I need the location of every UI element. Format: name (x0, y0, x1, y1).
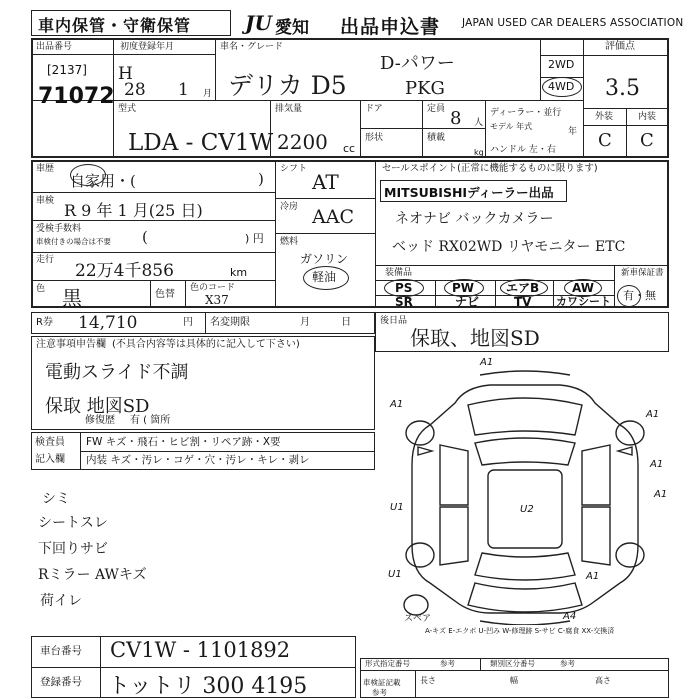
receipt-sub: 車検付きの場合は不要 (36, 237, 111, 246)
history-label: 車歴 (36, 164, 55, 174)
dimension-height: 高さ (595, 676, 611, 685)
rating-value: 3.5 (605, 76, 640, 101)
sales-points-line-1: ネオナビ バックカメラー (395, 211, 554, 227)
model-name: デリカ D5 (228, 71, 347, 100)
model-year-label: モデル 年式 (490, 122, 533, 131)
repair-unit: 有 ( 箇所 (130, 415, 171, 426)
displacement-unit: cc (343, 142, 356, 155)
equip-pw-circle (444, 279, 484, 297)
sales-points-line-2: ベッド RX02WD リヤモニター ETC (392, 239, 626, 255)
fuel-diesel: 軽油 (312, 270, 337, 284)
receipt-unit: ) 円 (245, 232, 264, 245)
logo-name: 愛知 (275, 18, 309, 38)
equipment-label: 装備品 (385, 268, 413, 278)
dimension-length: 長さ (420, 676, 436, 685)
capacity-unit: 人 (474, 118, 484, 128)
equip-navi: ナビ (455, 295, 480, 309)
recycle-unit: 円 (183, 317, 193, 328)
capacity-label: 定員 (427, 104, 446, 114)
dealer-parallel: ディーラー・並行 (490, 108, 562, 118)
mileage-value: 22万4千856 (75, 261, 174, 281)
drive-4wd-circle (542, 77, 582, 97)
receipt-open: ( (142, 228, 148, 246)
fuel-gasoline: ガソリン (300, 252, 349, 266)
rating-label: 評価点 (605, 41, 635, 52)
receipt-label: 受検手数料 (36, 224, 82, 234)
mileage-label: 走行 (36, 255, 55, 265)
storage-label: 車内保管・守衛保管 (38, 16, 192, 35)
handle-label: ハンドル 左・右 (490, 145, 556, 155)
cert-label: 形式指定番号 (365, 659, 410, 668)
ju-logo: JU (245, 11, 272, 35)
plate-value: トットリ 300 4195 (108, 674, 308, 699)
damage-mark-4: U1 (388, 569, 402, 580)
damage-mark-2: A1 (390, 399, 404, 410)
exterior-label: 外装 (595, 112, 614, 122)
inspector-interior-line: 内装 キズ・汚レ・コゲ・穴・汚レ・キレ・剥レ (86, 454, 310, 466)
damage-mark-7: A1 (650, 459, 664, 470)
title-change-unit: 月 日 (300, 317, 352, 328)
damage-mark-1: A1 (480, 357, 494, 368)
car-damage-diagram (380, 355, 670, 625)
type-label: 型式 (118, 104, 137, 114)
grade-line-2: PKG (405, 78, 445, 99)
dimension-width: 幅 (510, 676, 518, 685)
equip-airbag-circle (500, 279, 548, 297)
capacity-value: 8 (450, 108, 462, 129)
chassis-label: 車台番号 (40, 645, 82, 657)
inspection-label: 車検 (36, 196, 55, 206)
notes-label: 注意事項申告欄 (36, 339, 106, 350)
load-label: 積載 (427, 133, 446, 143)
registration-month: 1 (178, 80, 189, 100)
door-label: ドア (365, 104, 383, 114)
sales-points-label: セールスポイント(正常に機能するものに限ります) (382, 163, 598, 174)
lot-number: 71072 (38, 84, 115, 109)
equip-aw-circle (564, 279, 602, 297)
equip-aw: AW (572, 281, 594, 295)
history-close: ) (258, 170, 264, 188)
dealer-badge: MITSUBISHIディーラー出品 (384, 185, 554, 200)
fuel-label: 燃料 (280, 237, 299, 247)
inspector-label-1: 検査員 (35, 437, 65, 448)
aftermarket-label: 後日品 (380, 316, 408, 326)
equip-power-seat: カワシート (556, 295, 611, 308)
lot-number-label: 出品番号 (36, 42, 73, 52)
notes-label-sub: (不具合内容等は具体的に記入して下さい) (112, 339, 300, 350)
registration-label: 初度登録年月 (120, 42, 175, 52)
notes-line-2: 保取 地図SD (45, 396, 150, 417)
exterior-value: C (598, 130, 612, 151)
damage-mark-5: U2 (520, 504, 534, 515)
registration-era: H (118, 64, 133, 84)
inspector-note-3: 下回りサビ (38, 541, 108, 557)
warranty-value: 有・無 (623, 289, 656, 302)
aftermarket-value: 保取、地図SD (410, 326, 540, 350)
dimension-sub: 参考 (372, 688, 387, 697)
spare-label: スペア (404, 614, 432, 624)
mileage-unit: km (230, 266, 248, 279)
recycle-value: 14,710 (78, 313, 138, 333)
inspector-fw-line: FW キズ・飛石・ヒビ割・リペア跡・X要 (86, 436, 281, 448)
shift-value: AT (312, 170, 339, 194)
private-use-circle (70, 164, 106, 186)
damage-mark-3: U1 (390, 502, 404, 513)
history-value: 自家用・( (70, 172, 136, 190)
inspector-note-2: シートスレ (38, 515, 108, 531)
model-grade-label: 車名・グレード (220, 42, 284, 52)
type-value: LDA - CV1W (128, 130, 274, 156)
repair-label: 修復歴 (85, 415, 115, 426)
warranty-yes-circle (617, 285, 641, 307)
color-label: 色 (36, 284, 46, 294)
lot-small-number: [2137] (47, 63, 87, 77)
inspector-label-2: 記入欄 (35, 454, 65, 465)
registration-year: 28 (124, 80, 146, 100)
equip-airbag: エアB (506, 281, 540, 295)
inspector-note-4: Rミラー AWキズ (38, 567, 147, 583)
class-label: 類別区分番号 (490, 659, 535, 668)
form-title: 出品申込書 (340, 16, 441, 38)
chassis-value: CV1W - 1101892 (110, 638, 291, 662)
plate-label: 登録番号 (40, 676, 82, 688)
interior-label: 内装 (638, 112, 657, 122)
damage-mark-10: A4 (563, 611, 577, 622)
recycle-label: R券 (36, 317, 53, 328)
displacement-label: 排気量 (275, 104, 303, 114)
ac-value: AAC (312, 206, 354, 228)
displacement-value: 2200 (277, 130, 328, 154)
color-value: 黒 (62, 286, 82, 310)
color-change-label: 色替 (155, 289, 175, 300)
notes-line-1: 電動スライド不調 (45, 362, 189, 383)
drive-4wd: 4WD (548, 80, 575, 93)
registration-month-unit: 月 (203, 89, 213, 99)
damage-mark-6: A1 (646, 409, 660, 420)
inspector-note-1: シミ (42, 491, 70, 507)
equip-ps-circle (384, 279, 424, 297)
damage-legend: A-キズ E-エクボ U-凹み W-修理跡 S-サビ C-腐食 XX-交換済 (425, 627, 615, 635)
ac-label: 冷房 (280, 202, 299, 212)
inspector-note-5: 荷イレ (40, 593, 82, 609)
association-name: JAPAN USED CAR DEALERS ASSOCIATION (462, 17, 684, 29)
color-code-label: 色のコード (190, 283, 236, 293)
cert-sub: 参考 (440, 659, 455, 668)
equip-tv: TV (514, 295, 532, 309)
class-sub: 参考 (560, 659, 575, 668)
dimension-label: 車検証記載 (363, 678, 401, 687)
diesel-circle (303, 266, 349, 290)
model-year-unit: 年 (568, 127, 578, 137)
title-change-label: 名変期限 (210, 317, 250, 328)
drive-2wd: 2WD (548, 58, 575, 71)
equip-ps: PS (395, 281, 413, 295)
color-code-value: X37 (205, 293, 229, 307)
shape-label: 形状 (365, 133, 384, 143)
warranty-label: 新車保証書 (621, 268, 664, 278)
shift-label: シフト (280, 164, 308, 174)
grade-line-1: D-パワー (380, 53, 455, 74)
equip-pw: PW (452, 281, 475, 295)
inspection-value: R 9 年 1 月(25 日) (64, 201, 203, 220)
damage-mark-9: A1 (586, 571, 600, 582)
damage-mark-8: A1 (654, 489, 668, 500)
equip-sr: SR (395, 295, 413, 309)
load-unit: kg (474, 148, 484, 157)
interior-value: C (640, 130, 654, 151)
